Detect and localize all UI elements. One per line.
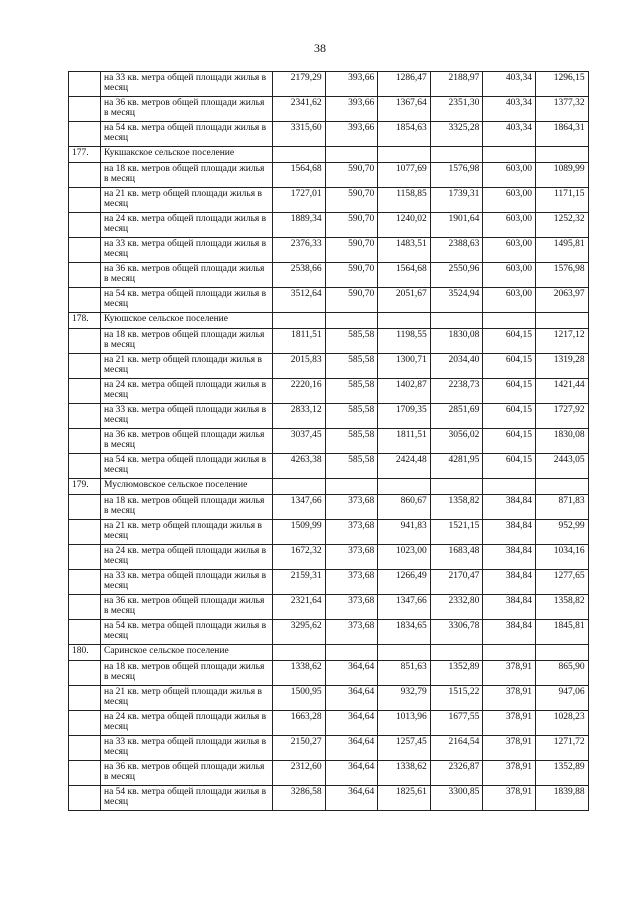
empty-cell [378, 147, 431, 163]
area-norm-label: на 21 кв. метр общей площади жилья в месяц [101, 354, 273, 379]
area-norm-label: на 33 кв. метра общей площади жилья в месяц [101, 404, 273, 429]
row-number-cell [69, 545, 101, 570]
empty-cell [273, 645, 326, 661]
value-cell: 403,34 [483, 97, 536, 122]
empty-cell [430, 147, 483, 163]
table-row [69, 213, 589, 238]
empty-cell [483, 645, 536, 661]
row-number-cell [69, 379, 101, 404]
value-cell: 364,64 [325, 686, 378, 711]
value-cell: 585,58 [325, 404, 378, 429]
value-cell: 384,84 [483, 595, 536, 620]
value-cell: 585,58 [325, 454, 378, 479]
area-norm-label: на 24 кв. метра общей площади жилья в месяц [101, 711, 273, 736]
value-cell: 1709,35 [378, 404, 431, 429]
value-cell: 2220,16 [273, 379, 326, 404]
value-cell: 604,15 [483, 429, 536, 454]
table-row [69, 736, 589, 761]
row-number-cell [69, 786, 101, 811]
settlement-header-row [69, 479, 589, 495]
settlement-name: Куюшское сельское поселение [101, 313, 273, 329]
table-row [69, 786, 589, 811]
value-cell: 2424,48 [378, 454, 431, 479]
area-norm-label: на 18 кв. метров общей площади жилья в месяц [101, 495, 273, 520]
row-number-cell [69, 595, 101, 620]
value-cell: 1158,85 [378, 188, 431, 213]
table-row [69, 354, 589, 379]
value-cell: 860,67 [378, 495, 431, 520]
value-cell: 604,15 [483, 404, 536, 429]
empty-cell [273, 313, 326, 329]
value-cell: 1663,28 [273, 711, 326, 736]
value-cell: 364,64 [325, 786, 378, 811]
value-cell: 1845,81 [535, 620, 588, 645]
value-cell: 871,83 [535, 495, 588, 520]
value-cell: 364,64 [325, 661, 378, 686]
area-norm-label: на 36 кв. метров общей площади жилья в месяц [101, 97, 273, 122]
value-cell: 1839,88 [535, 786, 588, 811]
value-cell: 1864,31 [535, 122, 588, 147]
table-row [69, 263, 589, 288]
area-norm-label: на 21 кв. метр общей площади жилья в месяц [101, 686, 273, 711]
value-cell: 3306,78 [430, 620, 483, 645]
empty-cell [483, 313, 536, 329]
value-cell: 378,91 [483, 736, 536, 761]
table-row [69, 454, 589, 479]
value-cell: 384,84 [483, 620, 536, 645]
value-cell: 2159,31 [273, 570, 326, 595]
value-cell: 603,00 [483, 238, 536, 263]
value-cell: 1683,48 [430, 545, 483, 570]
area-norm-label: на 33 кв. метра общей площади жилья в месяц [101, 72, 273, 97]
value-cell: 403,34 [483, 122, 536, 147]
value-cell: 1811,51 [378, 429, 431, 454]
empty-cell [535, 645, 588, 661]
settlement-name: Саринское сельское поселение [101, 645, 273, 661]
table-row [69, 620, 589, 645]
value-cell: 4281,95 [430, 454, 483, 479]
value-cell: 2238,73 [430, 379, 483, 404]
value-cell: 1377,32 [535, 97, 588, 122]
value-cell: 1677,55 [430, 711, 483, 736]
area-norm-label: на 21 кв. метр общей площади жилья в месяц [101, 520, 273, 545]
value-cell: 378,91 [483, 661, 536, 686]
value-cell: 1521,15 [430, 520, 483, 545]
value-cell: 373,68 [325, 545, 378, 570]
empty-cell [325, 147, 378, 163]
row-number-cell [69, 454, 101, 479]
value-cell: 1240,02 [378, 213, 431, 238]
area-norm-label: на 24 кв. метра общей площади жилья в месяц [101, 379, 273, 404]
value-cell: 603,00 [483, 263, 536, 288]
empty-cell [483, 147, 536, 163]
row-number-cell [69, 163, 101, 188]
value-cell: 1367,64 [378, 97, 431, 122]
table-row [69, 711, 589, 736]
empty-cell [325, 479, 378, 495]
value-cell: 585,58 [325, 429, 378, 454]
row-number-cell [69, 736, 101, 761]
value-cell: 590,70 [325, 288, 378, 313]
value-cell: 373,68 [325, 620, 378, 645]
value-cell: 932,79 [378, 686, 431, 711]
empty-cell [273, 147, 326, 163]
table-row [69, 97, 589, 122]
value-cell: 384,84 [483, 520, 536, 545]
table-row [69, 429, 589, 454]
area-norm-label: на 36 кв. метров общей площади жилья в месяц [101, 595, 273, 620]
area-norm-label: на 36 кв. метров общей площади жилья в месяц [101, 761, 273, 786]
settlement-name: Муслюмовское сельское поселение [101, 479, 273, 495]
value-cell: 384,84 [483, 570, 536, 595]
row-number-cell [69, 122, 101, 147]
value-cell: 947,06 [535, 686, 588, 711]
value-cell: 373,68 [325, 520, 378, 545]
table-row [69, 495, 589, 520]
value-cell: 373,68 [325, 495, 378, 520]
table-row [69, 379, 589, 404]
row-number-cell [69, 520, 101, 545]
value-cell: 603,00 [483, 188, 536, 213]
value-cell: 603,00 [483, 213, 536, 238]
value-cell: 1028,23 [535, 711, 588, 736]
value-cell: 603,00 [483, 163, 536, 188]
value-cell: 2034,40 [430, 354, 483, 379]
value-cell: 1277,65 [535, 570, 588, 595]
value-cell: 1576,98 [430, 163, 483, 188]
area-norm-label: на 18 кв. метров общей площади жилья в месяц [101, 329, 273, 354]
value-cell: 1077,69 [378, 163, 431, 188]
value-cell: 3300,85 [430, 786, 483, 811]
value-cell: 384,84 [483, 545, 536, 570]
table-row [69, 122, 589, 147]
area-norm-label: на 24 кв. метра общей площади жилья в месяц [101, 545, 273, 570]
value-cell: 2332,80 [430, 595, 483, 620]
value-cell: 2015,83 [273, 354, 326, 379]
value-cell: 1347,66 [273, 495, 326, 520]
empty-cell [535, 479, 588, 495]
value-cell: 373,68 [325, 595, 378, 620]
row-number-cell [69, 661, 101, 686]
table-row [69, 72, 589, 97]
empty-cell [325, 645, 378, 661]
value-cell: 1171,15 [535, 188, 588, 213]
value-cell: 2188,97 [430, 72, 483, 97]
value-cell: 1495,81 [535, 238, 588, 263]
value-cell: 604,15 [483, 354, 536, 379]
value-cell: 590,70 [325, 238, 378, 263]
row-number-cell [69, 263, 101, 288]
row-number-cell [69, 429, 101, 454]
empty-cell [430, 479, 483, 495]
area-norm-label: на 18 кв. метров общей площади жилья в месяц [101, 163, 273, 188]
area-norm-label: на 21 кв. метр общей площади жилья в месяц [101, 188, 273, 213]
area-norm-label: на 33 кв. метра общей площади жилья в месяц [101, 736, 273, 761]
area-norm-label: на 54 кв. метра общей площади жилья в месяц [101, 786, 273, 811]
value-cell: 1252,32 [535, 213, 588, 238]
value-cell: 1319,28 [535, 354, 588, 379]
value-cell: 585,58 [325, 354, 378, 379]
value-cell: 393,66 [325, 72, 378, 97]
value-cell: 1217,12 [535, 329, 588, 354]
value-cell: 1286,47 [378, 72, 431, 97]
value-cell: 2376,33 [273, 238, 326, 263]
value-cell: 941,83 [378, 520, 431, 545]
table-row [69, 520, 589, 545]
empty-cell [483, 479, 536, 495]
settlement-name: Кукшакское сельское поселение [101, 147, 273, 163]
value-cell: 1013,96 [378, 711, 431, 736]
area-norm-label: на 36 кв. метров общей площади жилья в месяц [101, 263, 273, 288]
value-cell: 1296,15 [535, 72, 588, 97]
value-cell: 1402,87 [378, 379, 431, 404]
table-row [69, 238, 589, 263]
value-cell: 393,66 [325, 97, 378, 122]
value-cell: 3037,45 [273, 429, 326, 454]
value-cell: 1739,31 [430, 188, 483, 213]
value-cell: 3512,64 [273, 288, 326, 313]
value-cell: 2051,67 [378, 288, 431, 313]
value-cell: 1089,99 [535, 163, 588, 188]
table-row [69, 761, 589, 786]
value-cell: 2170,47 [430, 570, 483, 595]
area-norm-label: на 54 кв. метра общей площади жилья в месяц [101, 122, 273, 147]
row-number-cell [69, 570, 101, 595]
value-cell: 1483,51 [378, 238, 431, 263]
table-row [69, 545, 589, 570]
value-cell: 2150,27 [273, 736, 326, 761]
empty-cell [378, 645, 431, 661]
row-number-cell [69, 686, 101, 711]
value-cell: 1564,68 [378, 263, 431, 288]
settlement-number: 178. [69, 313, 101, 329]
table-body [69, 72, 589, 811]
value-cell: 2326,87 [430, 761, 483, 786]
value-cell: 1198,55 [378, 329, 431, 354]
row-number-cell [69, 238, 101, 263]
empty-cell [273, 479, 326, 495]
value-cell: 590,70 [325, 188, 378, 213]
value-cell: 373,68 [325, 570, 378, 595]
value-cell: 1727,92 [535, 404, 588, 429]
row-number-cell [69, 354, 101, 379]
row-number-cell [69, 288, 101, 313]
value-cell: 1901,64 [430, 213, 483, 238]
value-cell: 1257,45 [378, 736, 431, 761]
value-cell: 1727,01 [273, 188, 326, 213]
value-cell: 1338,62 [378, 761, 431, 786]
value-cell: 1854,63 [378, 122, 431, 147]
value-cell: 1811,51 [273, 329, 326, 354]
value-cell: 4263,38 [273, 454, 326, 479]
empty-cell [535, 313, 588, 329]
value-cell: 1352,89 [535, 761, 588, 786]
empty-cell [378, 313, 431, 329]
value-cell: 403,34 [483, 72, 536, 97]
empty-cell [325, 313, 378, 329]
value-cell: 1347,66 [378, 595, 431, 620]
value-cell: 585,58 [325, 379, 378, 404]
value-cell: 585,58 [325, 329, 378, 354]
settlement-header-row [69, 313, 589, 329]
row-number-cell [69, 188, 101, 213]
settlement-number: 177. [69, 147, 101, 163]
row-number-cell [69, 404, 101, 429]
value-cell: 384,84 [483, 495, 536, 520]
empty-cell [430, 313, 483, 329]
value-cell: 2550,96 [430, 263, 483, 288]
row-number-cell [69, 620, 101, 645]
value-cell: 590,70 [325, 213, 378, 238]
value-cell: 2851,69 [430, 404, 483, 429]
table-row [69, 595, 589, 620]
value-cell: 590,70 [325, 163, 378, 188]
value-cell: 364,64 [325, 736, 378, 761]
table-row [69, 661, 589, 686]
settlement-number: 179. [69, 479, 101, 495]
value-cell: 604,15 [483, 379, 536, 404]
value-cell: 1889,34 [273, 213, 326, 238]
row-number-cell [69, 97, 101, 122]
value-cell: 1515,22 [430, 686, 483, 711]
settlement-header-row [69, 645, 589, 661]
page-number: 38 [314, 41, 326, 55]
value-cell: 2351,30 [430, 97, 483, 122]
row-number-cell [69, 495, 101, 520]
row-number-cell [69, 213, 101, 238]
value-cell: 604,15 [483, 454, 536, 479]
area-norm-label: на 36 кв. метров общей площади жилья в месяц [101, 429, 273, 454]
table-row [69, 686, 589, 711]
area-norm-label: на 54 кв. метра общей площади жилья в месяц [101, 454, 273, 479]
value-cell: 393,66 [325, 122, 378, 147]
value-cell: 2179,29 [273, 72, 326, 97]
area-norm-label: на 33 кв. метра общей площади жилья в месяц [101, 570, 273, 595]
table-row [69, 404, 589, 429]
value-cell: 865,90 [535, 661, 588, 686]
value-cell: 952,99 [535, 520, 588, 545]
table-row [69, 288, 589, 313]
value-cell: 1034,16 [535, 545, 588, 570]
area-norm-label: на 54 кв. метра общей площади жилья в месяц [101, 620, 273, 645]
value-cell: 378,91 [483, 686, 536, 711]
row-number-cell [69, 329, 101, 354]
row-number-cell [69, 761, 101, 786]
value-cell: 1271,72 [535, 736, 588, 761]
value-cell: 1509,99 [273, 520, 326, 545]
row-number-cell [69, 72, 101, 97]
value-cell: 2388,63 [430, 238, 483, 263]
value-cell: 1672,32 [273, 545, 326, 570]
value-cell: 1576,98 [535, 263, 588, 288]
value-cell: 2164,54 [430, 736, 483, 761]
value-cell: 2538,66 [273, 263, 326, 288]
value-cell: 3524,94 [430, 288, 483, 313]
empty-cell [378, 479, 431, 495]
table-row [69, 329, 589, 354]
value-cell: 1830,08 [535, 429, 588, 454]
value-cell: 378,91 [483, 711, 536, 736]
value-cell: 3325,28 [430, 122, 483, 147]
value-cell: 1830,08 [430, 329, 483, 354]
value-cell: 1352,89 [430, 661, 483, 686]
value-cell: 1300,71 [378, 354, 431, 379]
value-cell: 1834,65 [378, 620, 431, 645]
value-cell: 590,70 [325, 263, 378, 288]
value-cell: 2312,60 [273, 761, 326, 786]
value-cell: 1266,49 [378, 570, 431, 595]
settlement-header-row [69, 147, 589, 163]
table-row [69, 163, 589, 188]
empty-cell [430, 645, 483, 661]
value-cell: 2443,05 [535, 454, 588, 479]
value-cell: 1825,61 [378, 786, 431, 811]
value-cell: 364,64 [325, 711, 378, 736]
value-cell: 3286,58 [273, 786, 326, 811]
value-cell: 378,91 [483, 786, 536, 811]
table-row [69, 188, 589, 213]
value-cell: 1358,82 [430, 495, 483, 520]
table-row [69, 570, 589, 595]
value-cell: 3295,62 [273, 620, 326, 645]
area-norm-label: на 54 кв. метра общей площади жилья в месяц [101, 288, 273, 313]
value-cell: 851,63 [378, 661, 431, 686]
value-cell: 3056,02 [430, 429, 483, 454]
value-cell: 2321,64 [273, 595, 326, 620]
settlement-number: 180. [69, 645, 101, 661]
area-norm-label: на 33 кв. метра общей площади жилья в месяц [101, 238, 273, 263]
value-cell: 1500,95 [273, 686, 326, 711]
value-cell: 2833,12 [273, 404, 326, 429]
value-cell: 1023,00 [378, 545, 431, 570]
area-norm-label: на 24 кв. метра общей площади жилья в месяц [101, 213, 273, 238]
tariff-table [68, 71, 589, 811]
value-cell: 3315,60 [273, 122, 326, 147]
value-cell: 1358,82 [535, 595, 588, 620]
value-cell: 603,00 [483, 288, 536, 313]
value-cell: 1421,44 [535, 379, 588, 404]
value-cell: 1564,68 [273, 163, 326, 188]
value-cell: 378,91 [483, 761, 536, 786]
value-cell: 2341,62 [273, 97, 326, 122]
value-cell: 1338,62 [273, 661, 326, 686]
value-cell: 364,64 [325, 761, 378, 786]
empty-cell [535, 147, 588, 163]
value-cell: 2063,97 [535, 288, 588, 313]
area-norm-label: на 18 кв. метров общей площади жилья в месяц [101, 661, 273, 686]
row-number-cell [69, 711, 101, 736]
value-cell: 604,15 [483, 329, 536, 354]
